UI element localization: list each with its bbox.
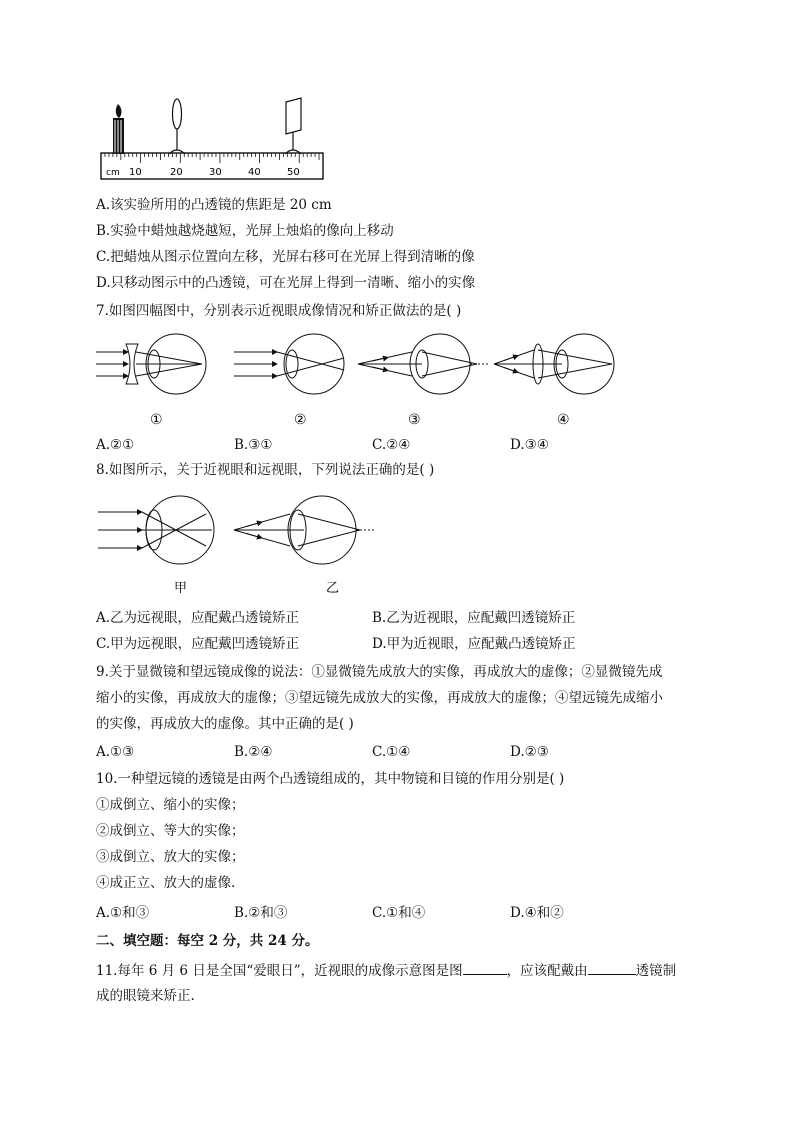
q10-item-2: ②成倒立、等大的实像； (96, 823, 245, 839)
q7-option-b: B.③① (234, 437, 273, 453)
ruler-label-50: 50 (287, 167, 300, 178)
ruler-label-30: 30 (209, 167, 222, 178)
q10-item-4: ④成正立、放大的虚像. (96, 875, 236, 891)
eye-diagram-2 (234, 334, 344, 394)
q8-stem: 8.如图所示，关于近视眼和远视眼，下列说法正确的是( ) (96, 462, 435, 478)
q7-fig-label-1: ① (150, 412, 163, 428)
q7-option-a: A.②① (96, 437, 135, 453)
q8-option-b: B.乙为近视眼，应配戴凹透镜矫正 (372, 610, 576, 626)
q8-option-d: D.甲为近视眼，应配戴凸透镜矫正 (372, 636, 576, 652)
q7-fig-label-4: ④ (557, 412, 570, 428)
candle (113, 104, 124, 154)
ruler-label-cm: cm (106, 168, 120, 178)
q9-line-3: 的实像，再成放大的虚像。其中正确的是( ) (96, 716, 354, 732)
eye-diagram-jia (98, 496, 214, 564)
q10-option-d: D.④和② (510, 905, 564, 921)
q8-option-a: A.乙为远视眼，应配戴凸透镜矫正 (96, 610, 300, 626)
q10-item-3: ③成倒立、放大的实像； (96, 849, 245, 865)
q11-line-1 (96, 960, 676, 980)
q10-stem: 10.一种望远镜的透镜是由两个凸透镜组成的，其中物镜和目镜的作用分别是( ) (96, 771, 565, 787)
q7-stem: 7.如图四幅图中，分别表示近视眼成像情况和矫正做法的是( ) (96, 303, 462, 319)
q6-option-c: C.把蜡烛从图示位置向左移，光屏右移可在光屏上得到清晰的像 (96, 249, 475, 265)
q10-option-c: C.①和④ (372, 905, 426, 921)
q8-fig-label-jia: 甲 (174, 581, 188, 596)
section-2-title: 二、填空题：每空 2 分，共 24 分。 (96, 933, 319, 949)
q8-fig-label-yi: 乙 (326, 581, 340, 596)
q7-option-d: D.③④ (510, 437, 549, 453)
q6-option-b: B.实验中蜡烛越烧越短，光屏上烛焰的像向上移动 (96, 223, 394, 239)
q11-blank-2[interactable] (588, 960, 636, 975)
q9-line-1: 9.关于显微镜和望远镜成像的说法：①显微镜先成放大的实像，再成放大的虚像；②显微镜先成 (96, 664, 663, 680)
q8-option-c: C.甲为远视眼，应配戴凹透镜矫正 (96, 636, 300, 652)
light-screen (285, 98, 301, 154)
eye-diagram-4 (494, 334, 614, 394)
q9-option-c: C.①④ (372, 744, 411, 760)
q11-line-2: 成的眼镜来矫正. (96, 988, 195, 1004)
ruler-label-10: 10 (129, 167, 142, 178)
q9-option-a: A.①③ (96, 744, 135, 760)
q7-fig-label-2: ② (294, 412, 307, 428)
optical-bench-figure (96, 96, 328, 186)
q10-option-b: B.②和③ (234, 905, 288, 921)
eye-diagram-3 (358, 334, 490, 394)
q6-option-d: D.只移动图示中的凸透镜，可在光屏上得到一清晰、缩小的实像 (96, 275, 476, 291)
ruler-label-40: 40 (248, 167, 261, 178)
q10-item-1: ①成倒立、缩小的实像； (96, 797, 245, 813)
q10-option-a: A.①和③ (96, 905, 150, 921)
ruler-label-20: 20 (170, 167, 183, 178)
q11-text-1: 11.每年 6 月 6 日是全国“爱眼日”，近视眼的成像示意图是图 (96, 963, 463, 979)
q7-fig-label-3: ③ (408, 412, 421, 428)
q11-blank-1[interactable] (463, 960, 507, 975)
q9-option-b: B.②④ (234, 744, 273, 760)
q11-text-2: ，应该配戴由 (506, 963, 588, 979)
convex-lens (169, 99, 185, 154)
q9-option-d: D.②③ (510, 744, 549, 760)
q6-option-a: A.该实验所用的凸透镜的焦距是 20 cm (96, 197, 332, 213)
q8-eye-diagrams (94, 494, 394, 600)
q7-eye-diagrams (92, 328, 632, 428)
eye-diagram-1 (96, 334, 206, 394)
q11-text-3: 透镜制 (635, 963, 677, 979)
eye-diagram-yi (234, 496, 376, 564)
ruler (101, 153, 323, 179)
q7-option-c: C.②④ (372, 437, 411, 453)
q9-line-2: 缩小的实像，再成放大的虚像；③望远镜先成放大的实像，再成放大的虚像；④望远镜先成缩小 (96, 690, 663, 706)
